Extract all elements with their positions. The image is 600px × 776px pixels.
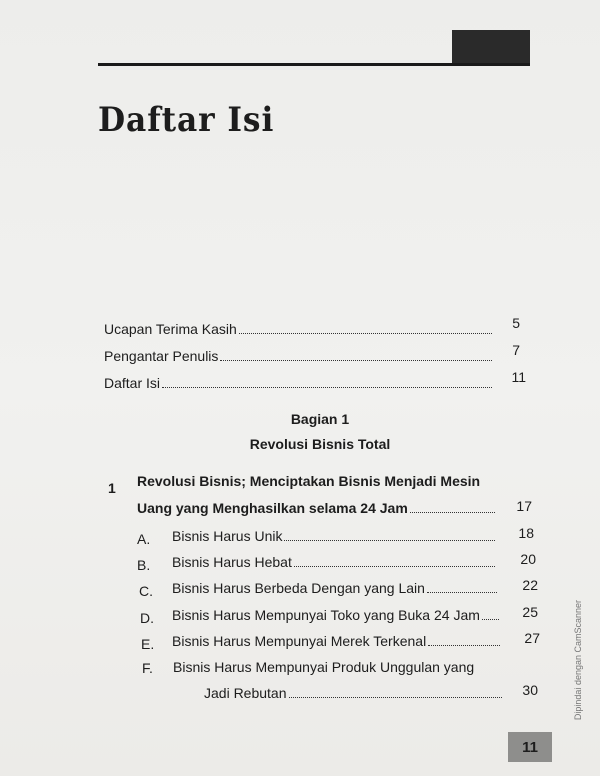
dot-leader — [482, 618, 499, 620]
section-label: Bisnis Harus Mempunyai Produk Unggulan yang — [173, 659, 475, 675]
section-page: 27 — [524, 630, 540, 646]
dot-leader — [220, 359, 492, 361]
part-title: Revolusi Bisnis Total — [249, 436, 391, 452]
dot-leader — [428, 644, 500, 646]
toc-entry-page: 7 — [512, 342, 520, 358]
dot-leader — [284, 539, 495, 541]
toc-entry-page: 11 — [511, 369, 526, 385]
toc-entry — [204, 684, 506, 702]
toc-entry — [172, 606, 503, 624]
toc-entry — [104, 347, 496, 365]
part-label: Bagian 1 — [290, 411, 350, 427]
section-label-continued: Jadi Rebutan — [204, 685, 287, 701]
section-label: Bisnis Harus Berbeda Dengan yang Lain — [172, 580, 425, 596]
toc-entry — [172, 579, 501, 597]
section-letter: B. — [137, 557, 151, 573]
section-page: 20 — [520, 551, 536, 567]
toc-entry — [137, 499, 499, 517]
section-letter: C. — [139, 583, 153, 599]
toc-entry-label: Ucapan Terima Kasih — [104, 321, 237, 337]
toc-entry-label: Daftar Isi — [104, 375, 161, 391]
header-block — [452, 30, 530, 64]
chapter-title-line2: Uang yang Menghasilkan selama 24 Jam — [137, 500, 408, 516]
section-letter: F. — [142, 660, 153, 676]
section-page: 22 — [522, 577, 538, 593]
toc-entry-label: Pengantar Penulis — [104, 348, 219, 364]
toc-entry — [172, 527, 499, 545]
section-page: 30 — [522, 682, 538, 698]
header-rule — [98, 63, 530, 66]
dot-leader — [410, 511, 495, 513]
toc-entry-page: 5 — [512, 315, 520, 331]
chapter-title-line1: Revolusi Bisnis; Menciptakan Bisnis Menjadi Mesin — [137, 473, 481, 489]
section-page: 25 — [522, 604, 538, 620]
dot-leader — [294, 565, 495, 567]
toc-entry — [104, 320, 496, 338]
section-label: Bisnis Harus Hebat — [172, 554, 292, 570]
chapter-page: 17 — [516, 498, 532, 514]
scanner-watermark: Dipindai dengan CamScanner — [573, 600, 583, 721]
section-label: Bisnis Harus Mempunyai Toko yang Buka 24 Jam — [172, 607, 480, 623]
section-letter: D. — [140, 610, 154, 626]
toc-entry — [172, 553, 499, 571]
toc-entry — [104, 374, 496, 392]
toc-entry — [172, 632, 504, 650]
section-letter: A. — [137, 531, 151, 547]
dot-leader — [162, 386, 492, 388]
section-page: 18 — [518, 525, 534, 541]
section-letter: E. — [141, 636, 155, 652]
page-number: 11 — [508, 732, 552, 762]
dot-leader — [289, 696, 502, 698]
section-label: Bisnis Harus Mempunyai Merek Terkenal — [172, 633, 427, 649]
dot-leader — [239, 332, 492, 334]
dot-leader — [427, 591, 497, 593]
section-label: Bisnis Harus Unik — [172, 528, 283, 544]
chapter-number: 1 — [108, 480, 116, 496]
page-title: Daftar Isi — [98, 100, 275, 140]
